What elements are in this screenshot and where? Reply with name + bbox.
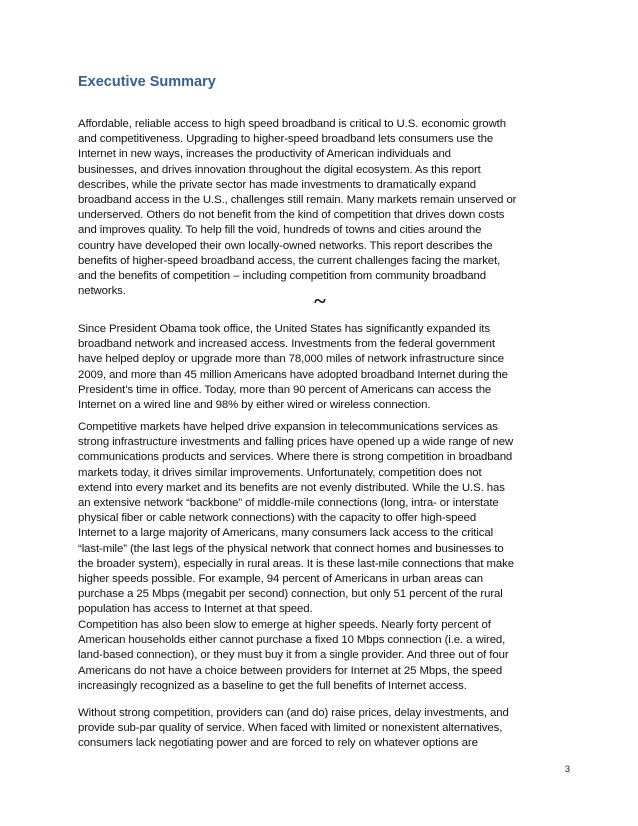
paragraph-intro — [78, 117, 568, 299]
paragraph-progress — [78, 322, 568, 413]
paragraph-line: consumers lack negotiating power and are forced to rely on whatever options are — [78, 737, 478, 750]
paragraph-line: Competitive markets have helped drive expansion in telecommunications services as — [78, 421, 498, 433]
paragraph-line: and improves quality. To help fill the void, hundreds of towns and cities around the — [78, 224, 482, 237]
paragraph-line: Affordable, reliable access to high speed broadband is critical to U.S. economic growth — [78, 118, 506, 130]
paragraph-line: land-based connection), or they must buy it from a single provider. And three out of four — [78, 649, 509, 662]
paragraph-line: higher speeds possible. For example, 94 percent of Americans in urban areas can — [78, 573, 483, 586]
paragraph-higher-speeds — [78, 618, 568, 694]
paragraph-line: describes, while the private sector has made investments to dramatically expand — [78, 178, 476, 191]
page-number: 3 — [564, 764, 570, 775]
paragraph-line: benefits of higher-speed broadband access, the current challenges facing the market, — [78, 254, 501, 267]
paragraph-competition — [78, 420, 568, 618]
paragraph-line: President’s time in office. Today, more than 90 percent of Americans can access the — [78, 383, 492, 396]
paragraph-without-competition — [78, 706, 568, 752]
paragraph-line: Without strong competition, providers can (and do) raise prices, delay investments, and — [78, 707, 509, 719]
paragraph-line: 2009, and more than 45 million Americans have adopted broadband Internet during the — [78, 368, 508, 381]
paragraph-line: Competition has also been slow to emerge at higher speeds. Nearly forty percent of — [78, 619, 491, 631]
paragraph-line: purchase a 25 Mbps (megabit per second) connection, but only 51 percent of the rural — [78, 588, 503, 601]
paragraph-line: extend into every market and its benefits are not evenly distributed. While the U.S. has — [78, 481, 505, 494]
paragraph-line: Americans do not have a choice between providers for Internet at 25 Mbps, the speed — [78, 664, 503, 677]
paragraph-line: markets today, it drives similar improvements. Unfortunately, competition does not — [78, 466, 482, 479]
paragraph-line: physical fiber or cable network connections) with the capacity to offer high-speed — [78, 512, 477, 525]
paragraph-line: broadband network and increased access. Investments from the federal government — [78, 338, 495, 351]
paragraph-line: American households either cannot purchase a fixed 10 Mbps connection (i.e. a wired, — [78, 634, 506, 647]
paragraph-line: strong infrastructure investments and falling prices have opened up a wide range of new — [78, 436, 514, 449]
paragraph-line: and the benefits of competition – including competition from community broadband — [78, 270, 486, 283]
paragraph-line: the broader system), especially in rural areas. It is these last-mile connections that make — [78, 557, 514, 570]
section-separator: ~ — [314, 288, 326, 313]
paragraph-line: businesses, and drives innovation throughout the digital ecosystem. As this report — [78, 163, 481, 176]
paragraph-line: and competitiveness. Upgrading to higher-speed broadband lets consumers use the — [78, 133, 494, 146]
paragraph-line: Internet to a large majority of Americans, many consumers lack access to the critical — [78, 527, 494, 540]
paragraph-line: “last-mile” (the last legs of the physical network that connect homes and businesses to — [78, 542, 504, 555]
paragraph-line: an extensive network “backbone” of middle-mile connections (long, intra- or interstate — [78, 497, 499, 510]
section-heading: Executive Summary — [78, 74, 216, 90]
paragraph-line: population has access to Internet at that speed. — [78, 603, 313, 616]
paragraph-line: Internet in new ways, increases the productivity of American individuals and — [78, 148, 451, 161]
paragraph-line: underserved. Others do not benefit from the kind of competition that drives down costs — [78, 209, 505, 222]
paragraph-line: Since President Obama took office, the United States has significantly expanded its — [78, 323, 490, 335]
paragraph-line: Internet on a wired line and 98% by either wired or wireless connection. — [78, 399, 431, 412]
paragraph-line: increasingly recognized as a baseline to get the full benefits of Internet access. — [78, 679, 467, 692]
paragraph-line: broadband access in the U.S., challenges still remain. Many markets remain unserved or — [78, 194, 517, 207]
paragraph-line: provide sub-par quality of service. When faced with limited or nonexistent alternatives, — [78, 722, 503, 735]
paragraph-line: have helped deploy or upgrade more than 78,000 miles of network infrastructure since — [78, 353, 504, 366]
paragraph-line: communications products and services. Where there is strong competition in broadband — [78, 451, 513, 464]
paragraph-line: networks. — [78, 285, 126, 298]
paragraph-line: country have developed their own locally-owned networks. This report describes the — [78, 239, 493, 252]
